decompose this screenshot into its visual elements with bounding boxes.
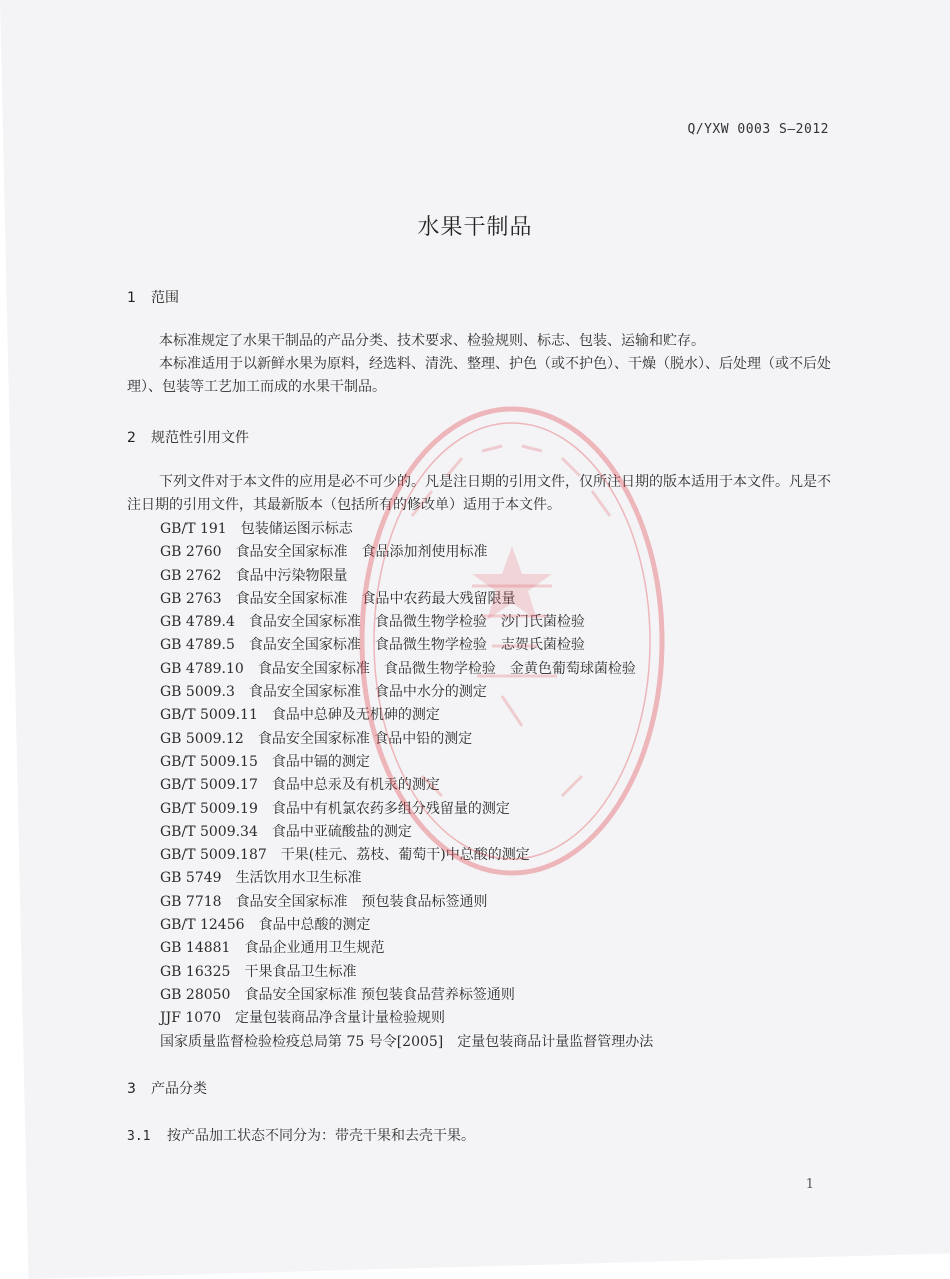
- reference-code: GB/T 5009.15: [160, 753, 258, 770]
- document-number: Q/YXW 0003 S—2012: [687, 122, 829, 137]
- reference-title: 食品中总酸的测定: [258, 917, 371, 934]
- reference-code: GB 14881: [160, 940, 231, 957]
- section-title: 产品分类: [151, 1081, 207, 1097]
- reference-title: 食品安全国家标准 预包装食品标签通则: [235, 893, 488, 910]
- reference-title: 食品中镉的测定: [271, 753, 370, 770]
- reference-title: 食品安全国家标准 食品微生物学检验 金黄色葡萄球菌检验: [257, 660, 636, 677]
- clause-number: 3.1: [127, 1129, 151, 1144]
- scope-paragraph-1: 本标准规定了水果干制品的产品分类、技术要求、检验规则、标志、包装、运输和贮存。: [159, 333, 705, 349]
- document-title: 水果干制品: [417, 215, 533, 240]
- references-intro: 下列文件对于本文件的应用是必不可少的。凡是注日期的引用文件，仅所注日期的版本适用于本文件。凡是不注日期的引用文件，其最新版本（包括所有的修改单）适用于本文件。: [127, 474, 831, 513]
- reference-item: [160, 891, 653, 914]
- reference-title: 食品中亚硫酸盐的测定: [271, 823, 412, 840]
- reference-item: [160, 937, 653, 960]
- reference-title: 食品企业通用卫生规范: [244, 940, 385, 957]
- reference-item: [160, 844, 653, 867]
- reference-title: 食品安全国家标准 食品中农药最大残留限量: [235, 590, 516, 607]
- reference-title: 定量包装商品计量监督管理办法: [457, 1033, 654, 1050]
- reference-code: GB 2760: [160, 544, 222, 561]
- reference-code: GB/T 12456: [160, 917, 245, 934]
- reference-item: [160, 704, 653, 727]
- page-number: 1: [805, 1177, 814, 1192]
- reference-title: 食品安全国家标准 食品中水分的测定: [248, 684, 487, 701]
- reference-title: 食品安全国家标准 食品添加剂使用标准: [235, 544, 488, 561]
- section-title: 规范性引用文件: [151, 430, 249, 446]
- reference-item: [160, 867, 653, 890]
- section-2-heading: [127, 427, 249, 447]
- reference-item: [160, 914, 653, 937]
- reference-item: [160, 774, 653, 797]
- reference-item: [160, 751, 653, 774]
- reference-code: JJF 1070: [160, 1010, 222, 1027]
- scope-paragraph-2: 本标准适用于以新鲜水果为原料，经选料、清洗、整理、护色（或不护色）、干燥（脱水）、后处理（或不后处理）、包装等工艺加工而成的水果干制品。: [127, 356, 831, 395]
- reference-code: GB 2763: [160, 590, 222, 607]
- reference-title: 食品中污染物限量: [235, 567, 348, 584]
- reference-code: GB 4789.4: [160, 614, 235, 631]
- reference-item: [160, 611, 653, 634]
- reference-code: GB 16325: [160, 963, 231, 980]
- reference-title: 包装储运图示标志: [240, 521, 353, 537]
- reference-item: [160, 518, 653, 541]
- section-number: 1: [127, 290, 136, 306]
- reference-code: GB 7718: [160, 893, 222, 910]
- reference-title: 生活饮用水卫生标准: [235, 870, 362, 887]
- reference-title: 食品安全国家标准 食品微生物学检验 沙门氏菌检验: [248, 614, 585, 631]
- reference-code: GB/T 5009.187: [160, 847, 267, 864]
- section-3-heading: [127, 1078, 207, 1098]
- reference-item: [160, 1031, 653, 1054]
- reference-code: GB/T 5009.17: [160, 777, 258, 794]
- reference-item: [160, 541, 653, 564]
- section-number: 3: [127, 1081, 136, 1097]
- reference-code: GB/T 5009.11: [160, 707, 258, 724]
- reference-code: GB/T 5009.19: [160, 800, 258, 817]
- reference-title: 食品安全国家标准 食品中铅的测定: [257, 730, 473, 747]
- reference-code: GB 4789.10: [160, 660, 244, 677]
- reference-item: [160, 728, 653, 751]
- reference-item: [160, 1007, 653, 1030]
- reference-code: GB/T 191: [160, 521, 227, 537]
- reference-title: 食品中有机氯农药多组分残留量的测定: [271, 800, 510, 817]
- reference-item: [160, 681, 653, 704]
- reference-title: 干果(桂元、荔枝、葡萄干)中总酸的测定: [280, 847, 530, 864]
- reference-code: 国家质量监督检验检疫总局第 75 号令[2005]: [160, 1033, 444, 1050]
- reference-code: GB 28050: [160, 986, 231, 1003]
- reference-title: 食品中总汞及有机汞的测定: [271, 777, 440, 794]
- reference-code: GB 5009.3: [160, 684, 235, 701]
- reference-item: [160, 984, 653, 1007]
- clause-text: 按产品加工状态不同分为：带壳干果和去壳干果。: [167, 1128, 475, 1144]
- reference-title: 食品安全国家标准 食品微生物学检验 志贺氏菌检验: [248, 637, 585, 654]
- reference-title: 定量包装商品净含量计量检验规则: [235, 1010, 446, 1027]
- reference-item: [160, 798, 653, 821]
- section-number: 2: [127, 430, 136, 446]
- clause-3-1: [127, 1125, 475, 1145]
- reference-item: [160, 961, 653, 984]
- reference-title: 干果食品卫生标准: [244, 963, 357, 980]
- reference-code: GB 5009.12: [160, 730, 244, 747]
- reference-code: GB 2762: [160, 567, 222, 584]
- reference-code: GB/T 5009.34: [160, 823, 258, 840]
- reference-item: [160, 821, 653, 844]
- reference-title: 食品中总砷及无机砷的测定: [271, 707, 440, 724]
- reference-code: GB 4789.5: [160, 637, 235, 654]
- section-title: 范围: [151, 290, 179, 306]
- reference-title: 食品安全国家标准 预包装食品营养标签通则: [244, 986, 515, 1003]
- reference-item: [160, 565, 653, 588]
- reference-item: [160, 588, 653, 611]
- reference-item: [160, 634, 653, 657]
- reference-list: [160, 518, 653, 1054]
- section-1-heading: [127, 287, 179, 307]
- reference-code: GB 5749: [160, 870, 222, 887]
- reference-item: [160, 658, 653, 681]
